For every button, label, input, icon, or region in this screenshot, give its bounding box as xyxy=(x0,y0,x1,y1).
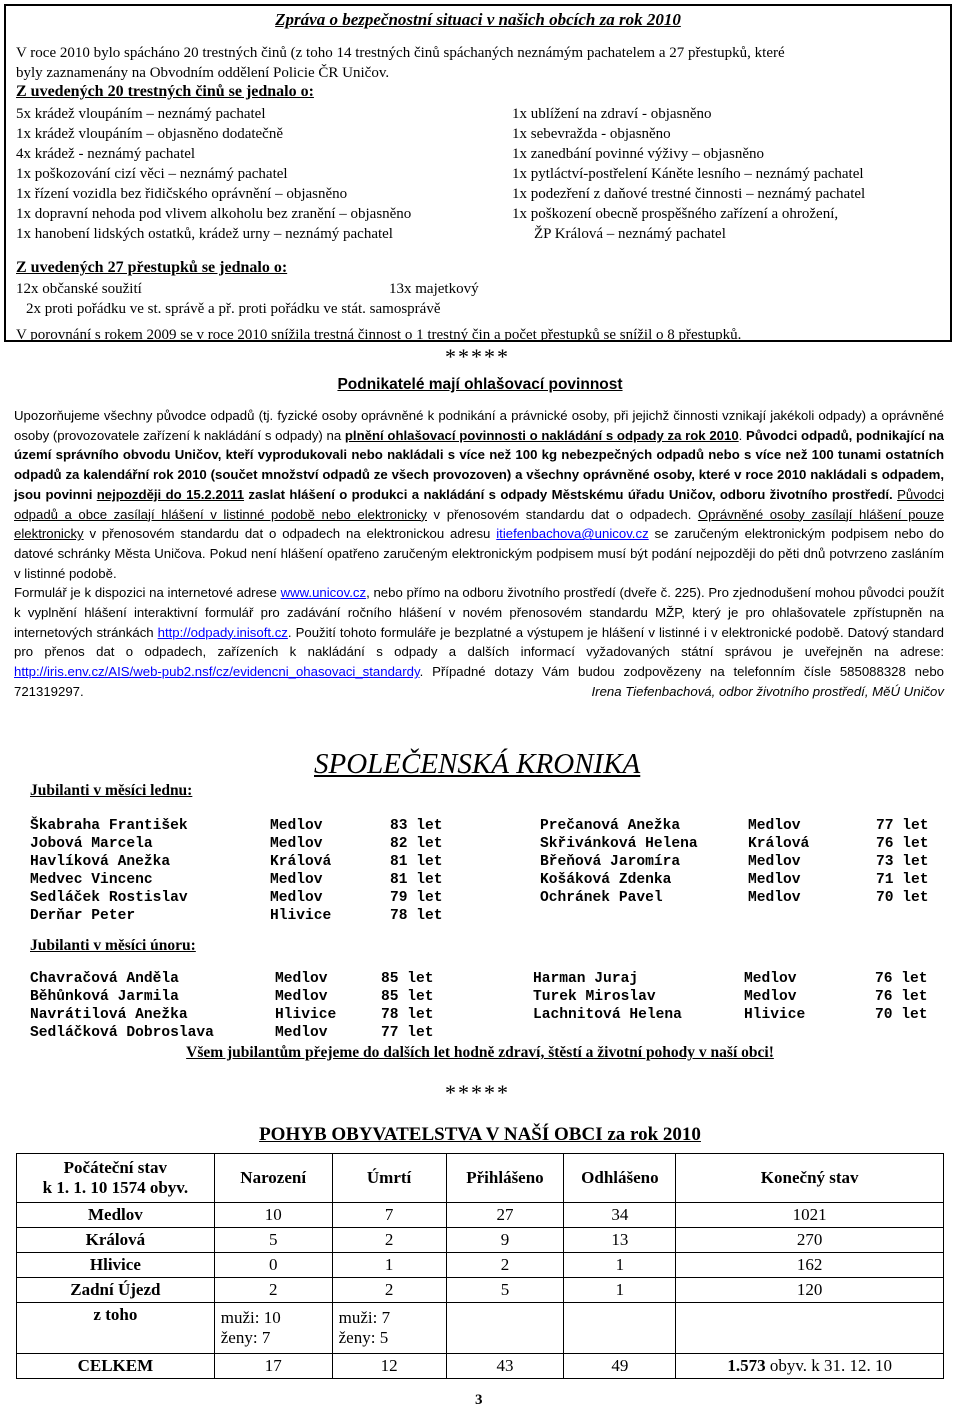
january-heading: Jubilanti v měsíci lednu: xyxy=(30,782,193,799)
header-cell: Narození xyxy=(214,1154,332,1203)
table-row: Medlov 10 7 27 34 1021 xyxy=(17,1203,944,1228)
crime-item: 1x pytláctví-postřelení Káněte lesního – neznámý pachatel xyxy=(512,166,864,182)
table-row-total: CELKEM 17 12 43 49 1.573 obyv. k 31. 12. 10 xyxy=(17,1354,944,1379)
table-row-ztoho: z toho muži: 10 ženy: 7 muži: 7 ženy: 5 xyxy=(17,1303,944,1354)
crime-item: 1x podezření z daňové trestné činnosti – neznámý pachatel xyxy=(512,186,866,202)
signature: Irena Tiefenbachová, odbor životního prostředí, MěÚ Uničov xyxy=(591,683,944,699)
deadline: nejpozději do 15.2.2011 xyxy=(96,486,245,502)
crime-item: 1x ublížení na zdraví - objasněno xyxy=(512,106,712,122)
table-row: Zadní Újezd 2 2 5 1 120 xyxy=(17,1278,944,1303)
jubilee-row: Medvec Vincenc Medlov 81 let xyxy=(30,872,443,888)
separator-stars: ***** xyxy=(445,1080,510,1105)
crimes-right-list xyxy=(512,104,865,244)
february-right-list xyxy=(533,970,928,1024)
jubilee-row: Lachnitová Helena Hlivice 70 let xyxy=(533,1007,928,1023)
jubilee-row: Skřivánková Helena Králová 76 let xyxy=(540,836,929,852)
iris-link[interactable]: http://iris.env.cz/AIS/web-pub2.nsf/cz/evidencni_ohasovaci_standardy xyxy=(14,664,420,680)
announcement-title: Podnikatelé mají ohlašovací povinnost xyxy=(337,376,623,393)
january-left-list xyxy=(30,817,443,925)
jubilee-row: Chavračová Anděla Medlov 85 let xyxy=(30,971,434,987)
header-cell: Odhlášeno xyxy=(564,1154,676,1203)
unicov-link[interactable]: www.unicov.cz xyxy=(280,585,367,601)
jubilee-row: Havlíková Anežka Králová 81 let xyxy=(30,854,443,870)
population-table xyxy=(16,1153,944,1379)
report-title: Zpráva o bezpečnostní situaci v našich obcích za rok 2010 xyxy=(275,10,681,29)
crime-item: 1x řízení vozidla bez řidičského oprávnění – objasněno xyxy=(16,186,348,202)
announcement-body: Upozorňujeme všechny původce odpadů (tj. fyzické osoby oprávněné k podnikání a právnické osoby, při jejichž činnosti vznikají jakékoli odpady) a oprávněné osoby (provozovatele zařízení k nakládání s odpady) na plnění ohlašovací povinnosti o nakládání s odpady za rok 2010. Původci odpadů, podnikající na území správního obvodu Uničov, kteří vyprodukovali nebo nakládali s více než 100 kg nebezpečných odpadů nebo s více než 100 tunami ostatních odpadů za kalendářní rok 2010 (součet množství odpadů ze všech provozoven) a všechny oprávněné osoby, které v roce 2010 nakládali s odpadem, jsou povinni nejpozději do 15.2.2011 zaslat hlášení o produkci a nakládání s odpady Městskému úřadu Uničov, odboru životního prostředí. Původci odpadů a obce zasílají hlášení v listinné podobě nebo elektronicky v přenosovém standardu dat o odpadech. Oprávněné osoby zasílají hlášení pouze elektronicky v přenosovém standardu dat o odpadech na elektronickou adresu itiefenbachova@unicov.cz se zaručeným elektronickým podpisem nebo do datové schránky Města Uničova. Pokud není hlášení opatřeno zaručeným elektronickým podpisem musí být podání nejpozději do pěti dnů potvrzeno zasláním v listinné podobě. Formulář je k dispozici na internetové adrese www.unicov.cz, nebo přímo na odboru životního prostředí (dveře č. 225). Pro zjednodušení mohou původci použít k vyplnění hlášení interaktivní formulář pro zadávání ročního hlášení v novém přenosovém standardu MŽP, který je pro ohlašovatele zpřístupněn na internetových stránkách http://odpady.inisoft.cz. Použití tohoto formuláře je bezplatné a výstupem je hlášení v listinné i v elektronické podobě. Datový standard pro přenos dat o odpadech, zařízeních k nakládání s odpady a dalších informací vyžadovaných státní správou je uveřejněn na adrese: http://iris.env.cz/AIS/web-pub2.nsf/cz/evidencni_ohasovaci_standardy. Případné dotazy Vám budou zodpovězeny na telefonním čísle 585088328 nebo 721319297. Irena Tiefenbachová, odbor životního prostředí, MěÚ Uničov xyxy=(14,406,944,702)
header-cell: Úmrtí xyxy=(332,1154,446,1203)
page-number: 3 xyxy=(475,1392,483,1408)
january-right-list xyxy=(540,817,929,907)
crime-item: 4x krádež - neznámý pachatel xyxy=(16,146,196,162)
header-cell: Konečný stav xyxy=(676,1154,944,1203)
jubilee-row: Běhůnková Jarmila Medlov 85 let xyxy=(30,989,434,1005)
jubilee-row: Sedláček Rostislav Medlov 79 let xyxy=(30,890,443,906)
jubilee-row: Ochránek Pavel Medlov 70 let xyxy=(540,890,929,906)
population-title: POHYB OBYVATELSTVA V NAŠÍ OBCI za rok 2010 xyxy=(259,1124,701,1145)
report-intro-line-2: byly zaznamenány na Obvodním oddělení Policie ČR Uničov. xyxy=(16,65,390,81)
jubilee-row: Košáková Zdenka Medlov 71 let xyxy=(540,872,929,888)
crime-item: 1x poškození obecně prospěšného zařízení a ohrožení, xyxy=(512,206,839,222)
email-link[interactable]: itiefenbachova@unicov.cz xyxy=(496,526,649,542)
jubilee-wish: Všem jubilantům přejeme do dalších let hodně zdraví, štěstí a životní pohody v naší obci! xyxy=(186,1044,774,1061)
header-start-state: Počáteční stav k 1. 1. 10 1574 obyv. xyxy=(17,1154,215,1203)
crime-item: 1x krádež vloupáním – objasněno dodatečně xyxy=(16,126,283,142)
crimes-heading: Z uvedených 20 trestných činů se jednalo o: xyxy=(16,83,314,100)
jubilee-row: Harman Juraj Medlov 76 let xyxy=(533,971,928,987)
crime-item: 5x krádež vloupáním – neznámý pachatel xyxy=(16,106,266,122)
crime-item: 1x hanobení lidských ostatků, krádež urny – neznámý pachatel xyxy=(16,226,393,242)
february-left-list xyxy=(30,970,434,1042)
offenses-heading: Z uvedených 27 přestupků se jednalo o: xyxy=(16,259,288,276)
jubilee-row: Turek Miroslav Medlov 76 let xyxy=(533,989,928,1005)
jubilee-row: Břeňová Jaromíra Medlov 73 let xyxy=(540,854,929,870)
police-report-box xyxy=(4,4,952,342)
crimes-left-list xyxy=(16,104,411,244)
crime-item: 1x zanedbání povinné výživy – objasněno xyxy=(512,146,765,162)
jubilee-row: Jobová Marcela Medlov 82 let xyxy=(30,836,443,852)
separator-stars: ***** xyxy=(445,344,510,369)
header-cell: Přihlášeno xyxy=(446,1154,564,1203)
jubilee-row: Navrátilová Anežka Hlivice 78 let xyxy=(30,1007,434,1023)
february-heading: Jubilanti v měsíci únoru: xyxy=(30,937,196,954)
table-row: Hlivice 0 1 2 1 162 xyxy=(17,1253,944,1278)
crime-item: ŽP Králová – neznámý pachatel xyxy=(534,226,726,242)
jubilee-row: Škabraha František Medlov 83 let xyxy=(30,818,443,834)
table-row: Králová 5 2 9 13 270 xyxy=(17,1228,944,1253)
offense-item: 2x proti pořádku ve st. správě a př. proti pořádku ve stát. samosprávě xyxy=(26,301,441,317)
report-intro-line-1: V roce 2010 bylo spácháno 20 trestných činů (z toho 14 trestných činů spáchaných neznámým pachatelem a 27 přestupků, které xyxy=(16,45,785,61)
crime-item: 1x poškozování cizí věci – neznámý pachatel xyxy=(16,166,288,182)
table-header-row xyxy=(17,1154,944,1203)
offense-item: 12x občanské soužití xyxy=(16,281,142,297)
offense-item: 13x majetkový xyxy=(389,281,479,297)
jubilee-row: Prečanová Anežka Medlov 77 let xyxy=(540,818,929,834)
report-comparison: V porovnání s rokem 2009 se v roce 2010 snížila trestná činnost o 1 trestný čin a počet přestupků se snížil o 8 přestupků. xyxy=(16,327,742,343)
kronika-title: SPOLEČENSKÁ KRONIKA xyxy=(314,748,641,780)
jubilee-row: Sedláčková Dobroslava Medlov 77 let xyxy=(30,1025,434,1041)
odpady-link[interactable]: http://odpady.inisoft.cz xyxy=(157,624,288,640)
jubilee-row: Derňar Peter Hlivice 78 let xyxy=(30,908,443,924)
crime-item: 1x dopravní nehoda pod vlivem alkoholu bez zranění – objasněno xyxy=(16,206,412,222)
reporting-obligation: plnění ohlašovací povinnosti o nakládání s odpady za rok 2010 xyxy=(344,427,739,443)
crime-item: 1x sebevražda - objasněno xyxy=(512,126,671,142)
